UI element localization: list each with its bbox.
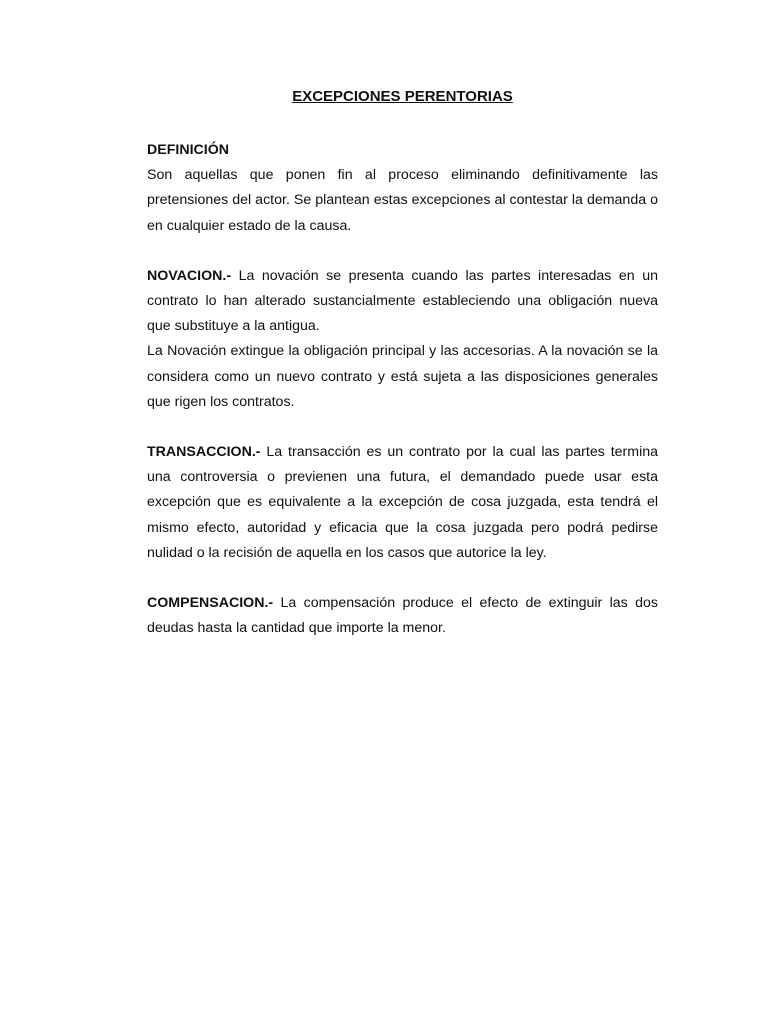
compensacion-text: La compensación produce el efecto de extinguir las dos deudas hasta la cantidad que importe la menor.	[147, 595, 658, 637]
section-novacion	[147, 264, 658, 415]
novacion-text-1: La novación se presenta cuando las partes interesadas en un contrato lo han alterado sustancialmente estableciendo una obligación nueva que substituye a la antigua.	[147, 267, 658, 335]
novacion-lead: NOVACION.-	[147, 267, 232, 284]
novacion-paragraph-2: La Novación extingue la obligación principal y las accesorias. A la novación se la considera como un nuevo contrato y está sujeta a las disposiciones generales que rigen los contratos.	[147, 343, 658, 410]
document-title: EXCEPCIONES PERENTORIAS	[292, 88, 513, 105]
section-definicion	[147, 138, 658, 239]
section-compensacion	[147, 591, 658, 641]
definicion-paragraph: Son aquellas que ponen fin al proceso eliminando definitivamente las pretensiones del actor. Se plantean estas excepciones al contestar la demanda o en cualquier estado de la causa.	[147, 167, 658, 234]
section-transaccion	[147, 440, 658, 566]
transaccion-paragraph	[147, 440, 658, 566]
compensacion-paragraph	[147, 591, 658, 641]
document-body	[147, 86, 658, 666]
compensacion-lead: COMPENSACION.-	[147, 595, 274, 612]
transaccion-lead: TRANSACCION.-	[147, 444, 261, 461]
transaccion-text: La transacción es un contrato por la cual las partes termina una controversia o previenen una futura, el demandado puede usar esta excepción que es equivalente a la excepción de cosa juzgada, esta tendrá el mismo efecto, autoridad y eficacia que la cosa juzgada pero podrá pedirse nulidad o la recisión de aquella en los casos que autorice la ley.	[147, 444, 658, 561]
definicion-heading: DEFINICIÓN	[147, 142, 229, 158]
novacion-paragraph-1	[147, 264, 658, 340]
